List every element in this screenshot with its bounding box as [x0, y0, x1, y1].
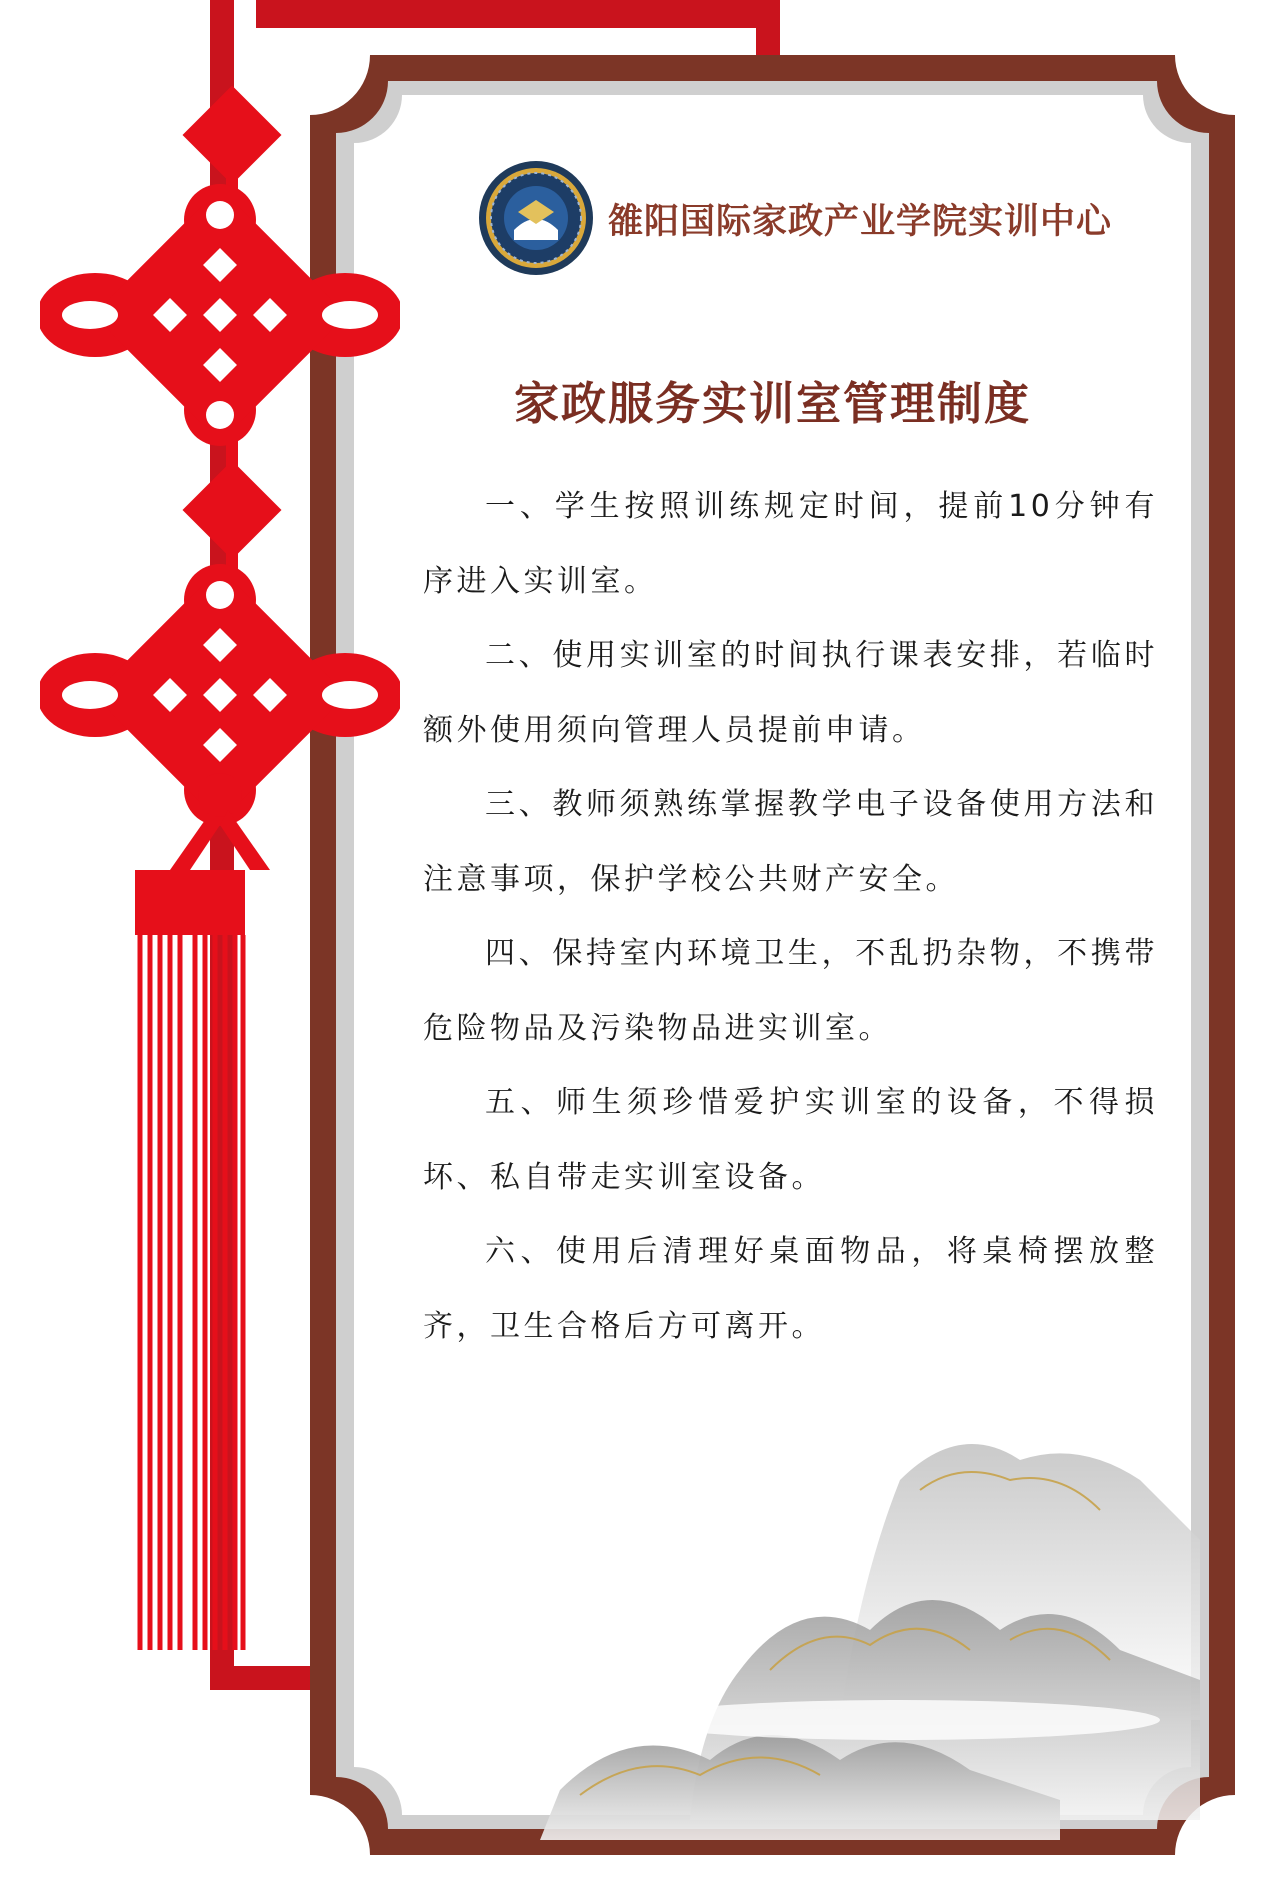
rule-item: 四、保持室内环境卫生，不乱扔杂物，不携带危险物品及污染物品进实训室。 [423, 936, 1158, 1046]
header [478, 160, 1158, 280]
page-title: 家政服务实训室管理制度 [513, 377, 1031, 430]
mountain-landscape-icon [540, 1420, 1220, 1840]
rule-item: 三、教师须熟练掌握教学电子设备使用方法和注意事项，保护学校公共财产安全。 [423, 787, 1158, 897]
chinese-knot-icon [40, 80, 400, 1660]
rule-item: 五、师生须珍惜爱护实训室的设备，不得损坏、私自带走实训室设备。 [423, 1085, 1158, 1195]
school-name: 雒阳国际家政产业学院实训中心 [608, 202, 1113, 242]
rules-list [423, 470, 1158, 1364]
rule-item: 二、使用实训室的时间执行课表安排，若临时额外使用须向管理人员提前申请。 [423, 638, 1158, 748]
rule-item: 一、学生按照训练规定时间，提前10分钟有序进入实训室。 [423, 489, 1158, 599]
rule-item: 六、使用后清理好桌面物品，将桌椅摆放整齐，卫生合格后方可离开。 [423, 1234, 1158, 1344]
school-emblem-icon [478, 160, 594, 276]
